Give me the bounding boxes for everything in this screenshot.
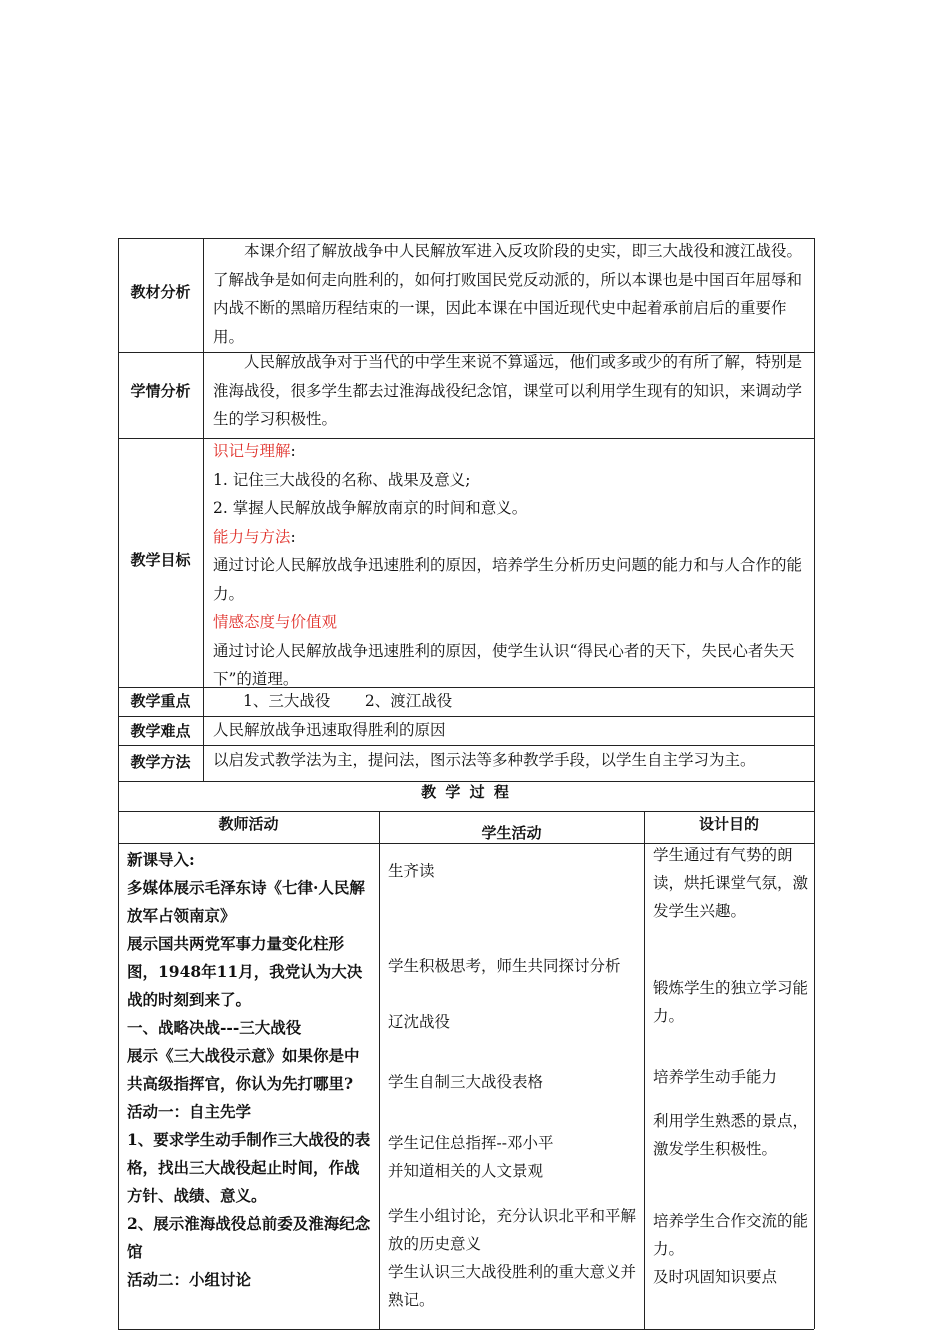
row-label-method: 教学方法 [130, 753, 191, 771]
design-purpose-5: 培养学生合作交流的能力。 [653, 1212, 809, 1258]
teaching-focus-text: 1、三大战役 2、渡江战役 [243, 692, 453, 710]
goal-attitude-text: 通过讨论人民解放战争迅速胜利的原因，使学生认识“得民心者的天下，失民心者失天下”的道理。 [213, 641, 795, 688]
goal-heading-attitude: 情感态度与价值观 [213, 613, 338, 631]
table-right-border [814, 238, 815, 1329]
teacher-line: 活动二：小组讨论 [127, 1270, 252, 1289]
student-activity-4: 学生自制三大战役表格 [388, 1073, 544, 1091]
teaching-goals: 识记与理解: 1. 记住三大战役的名称、战果及意义; 2. 掌握人民解放战争解放南京的时间和意义。 能力与方法: 通过讨论人民解放战争迅速胜利的原因，培养学生分析历史问题的能力和与人合作的能力。 情感态度与价值观 通过讨论人民解放战争迅速胜利的原因，使学生认识“得民心者的天下，失民心者失天下”的道理。 [213, 437, 808, 694]
row-label-students: 学情分析 [130, 382, 191, 400]
teacher-line: 活动一：自主先学 [127, 1102, 252, 1121]
student-activity-6: 并知道相关的人文景观 [388, 1162, 544, 1180]
design-purpose-4: 利用学生熟悉的景点，激发学生积极性。 [653, 1112, 809, 1158]
row-label-focus: 教学重点 [130, 692, 191, 710]
teacher-line: 2、展示淮海战役总前委及淮海纪念馆 [127, 1214, 371, 1261]
process-column-divider [379, 811, 380, 1329]
textbook-analysis-text: 本课介绍了解放战争中人民解放军进入反攻阶段的史实，即三大战役和渡江战役。了解战争是如何走向胜利的，如何打败国民党反动派的，所以本课也是中国百年屈辱和内战不断的黑暗历程结束的一课，因此本课在中国近现代史中起着承前启后的重要作用。 [213, 242, 803, 346]
label-column-divider [203, 238, 204, 781]
process-column-divider [644, 811, 645, 1329]
goal-heading-recall: 识记与理解 [213, 442, 291, 460]
teaching-method-text: 以启发式教学法为主，提问法，图示法等多种教学手段，以学生自主学习为主。 [213, 751, 756, 769]
student-activity-2: 学生积极思考，师生共同探讨分析 [388, 957, 621, 975]
design-purpose-2: 锻炼学生的独立学习能力。 [653, 979, 809, 1025]
teacher-line: 一、战略决战---三大战役 [127, 1018, 302, 1037]
row-label-difficulty: 教学难点 [130, 722, 191, 740]
goal-item-2: 2. 掌握人民解放战争解放南京的时间和意义。 [213, 499, 528, 517]
teacher-line: 新课导入: [127, 850, 195, 869]
design-purpose-1: 学生通过有气势的朗读，烘托课堂气氛，激发学生兴趣。 [653, 846, 809, 920]
process-title: 教 学 过 程 [421, 783, 511, 801]
table-bottom-border [118, 1329, 814, 1330]
student-activity-7: 学生小组讨论，充分认识北平和平解放的历史意义 [388, 1207, 637, 1253]
student-activity-3: 辽沈战役 [388, 1013, 451, 1031]
student-activity-5: 学生记住总指挥--邓小平 [388, 1134, 554, 1152]
goal-heading-ability: 能力与方法 [213, 527, 291, 546]
teacher-line: 多媒体展示毛泽东诗《七律·人民解放军占领南京》 [127, 878, 365, 925]
teacher-activity-column [127, 846, 374, 1294]
row-label-textbook: 教材分析 [130, 283, 191, 301]
student-analysis-text: 人民解放战争对于当代的中学生来说不算遥远，他们或多或少的有所了解，特别是淮海战役，很多学生都去过淮海战役纪念馆，课堂可以利用学生现有的知识，来调动学生的学习积极性。 [213, 353, 803, 428]
student-activity-1: 生齐读 [388, 862, 435, 880]
student-activity-8: 学生认识三大战役胜利的重大意义并熟记。 [388, 1263, 637, 1309]
column-header-student: 学生活动 [481, 824, 542, 842]
row-divider [118, 811, 814, 812]
teacher-line: 展示《三大战役示意》如果你是中共高级指挥官，你认为先打哪里? [127, 1046, 360, 1093]
teacher-line: 1、要求学生动手制作三大战役的表格，找出三大战役起止时间，作战方针、战绩、意义。 [127, 1130, 371, 1205]
goal-ability-text: 通过讨论人民解放战争迅速胜利的原因，培养学生分析历史问题的能力和与人合作的能力。 [213, 556, 803, 603]
teacher-line: 展示国共两党军事力量变化柱形图，1948年11月，我党认为大决战的时刻到来了。 [127, 934, 363, 1009]
column-header-purpose: 设计目的 [698, 815, 759, 833]
design-purpose-3: 培养学生动手能力 [653, 1068, 778, 1086]
row-label-goals: 教学目标 [130, 551, 191, 569]
teaching-difficulty-text: 人民解放战争迅速取得胜利的原因 [213, 721, 446, 739]
design-purpose-6: 及时巩固知识要点 [653, 1268, 778, 1286]
goal-item-1: 1. 记住三大战役的名称、战果及意义; [213, 470, 471, 489]
column-header-teacher: 教师活动 [218, 815, 279, 833]
